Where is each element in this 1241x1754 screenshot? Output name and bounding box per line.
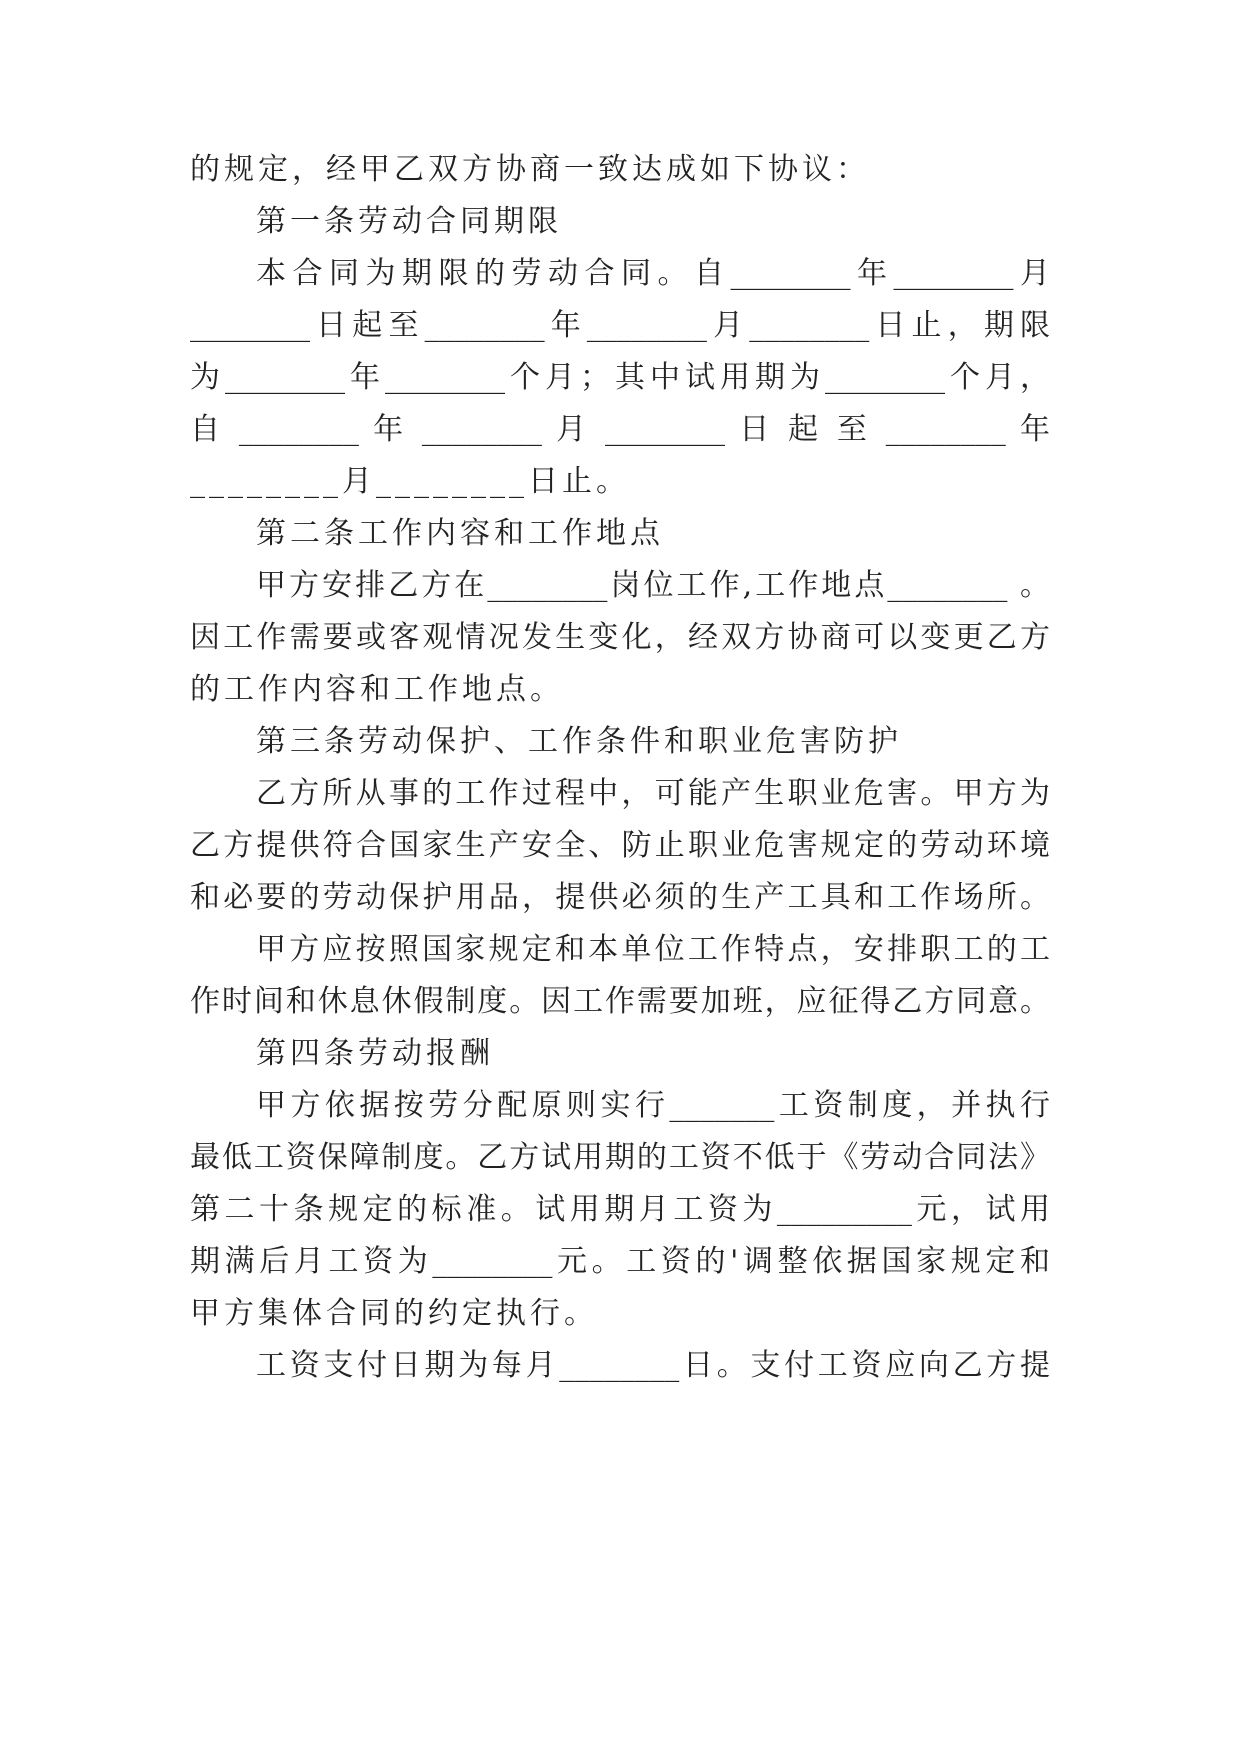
text-line: 工资支付日期为每月________日。支付工资应向乙方提 [256,1348,1050,1383]
text-line: 第二十条规定的标准。试用期月工资为_________元，试用 [190,1192,1050,1227]
text-line: 乙方提供符合国家生产安全、防止职业危害规定的劳动环境 [190,828,1050,863]
text-line: 自 ________ 年 ________ 月 ________ 日 起 至 ________ 年 [190,412,1050,447]
text-line: 乙方所从事的工作过程中，可能产生职业危害。甲方为 [256,776,1050,811]
text-line: 期满后月工资为________元。工资的'调整依据国家规定和 [190,1244,1050,1279]
text-line: 甲方安排乙方在________岗位工作,工作地点________ 。 [256,568,1050,603]
text-line: 为________年________个月；其中试用期为________个月， [190,360,1050,395]
text-line: 最低工资保障制度。乙方试用期的工资不低于《劳动合同法》 [190,1140,1050,1175]
text-line: 作时间和休息休假制度。因工作需要加班，应征得乙方同意。 [190,984,1050,1019]
text-line: 甲方依据按劳分配原则实行_______工资制度，并执行 [256,1088,1050,1123]
text-line: 甲方集体合同的约定执行。 [190,1296,598,1331]
text-line: 的规定，经甲乙双方协商一致达成如下协议： [190,152,870,187]
text-line: 因工作需要或客观情况发生变化，经双方协商可以变更乙方 [190,620,1050,655]
section-heading: 第一条劳动合同期限 [256,204,562,239]
text-line: 的工作内容和工作地点。 [190,672,564,707]
text-line: 本合同为期限的劳动合同。自________年________月 [256,256,1050,291]
text-line: 甲方应按照国家规定和本单位工作特点，安排职工的工 [256,932,1050,967]
text-line: ________日起至________年________月________日止，期限 [190,308,1050,343]
section-heading: 第四条劳动报酬 [256,1036,494,1071]
text-line: 和必要的劳动保护用品，提供必须的生产工具和工作场所。 [190,880,1050,915]
section-heading: 第三条劳动保护、工作条件和职业危害防护 [256,724,902,759]
text-line: ________月________日止。 [190,464,630,499]
section-heading: 第二条工作内容和工作地点 [256,516,664,551]
